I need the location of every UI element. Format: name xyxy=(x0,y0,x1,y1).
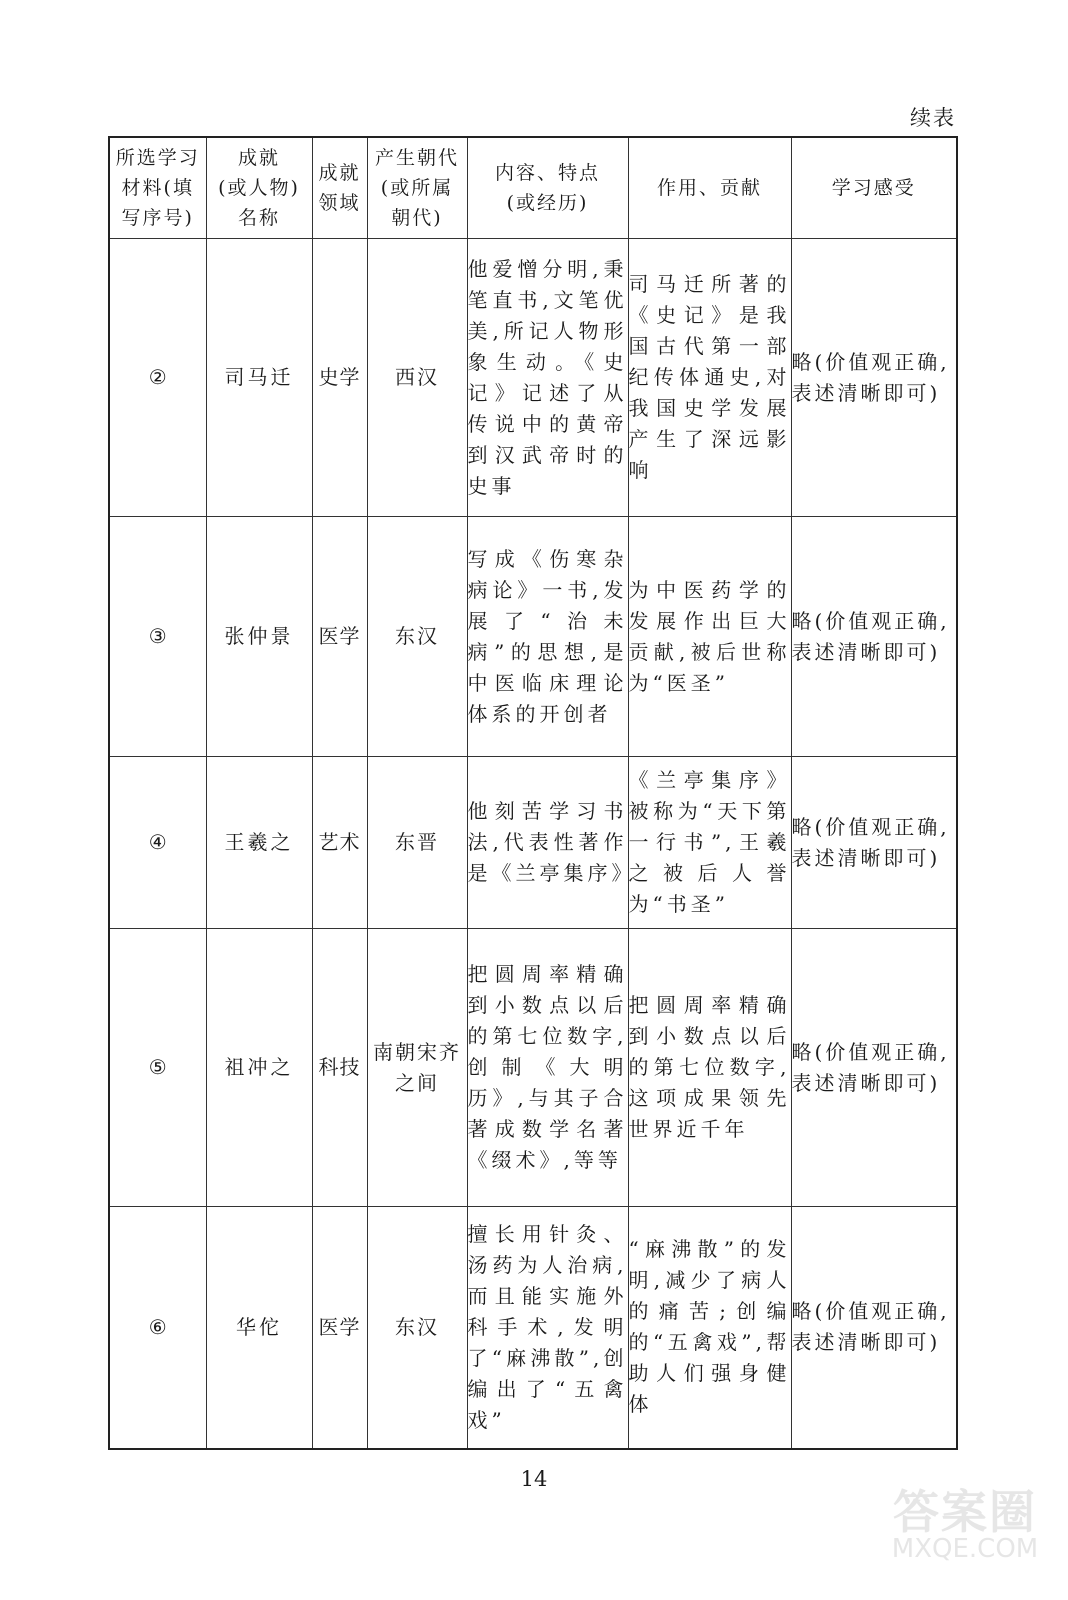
header-material: 所选学习 材料(填 写序号) xyxy=(109,137,206,239)
achievement-content: 他刻苦学习书法,代表性著作是《兰亭集序》 xyxy=(467,757,628,929)
learning-feeling: 略(价值观正确,表述清晰即可) xyxy=(791,757,957,929)
achievements-table xyxy=(108,136,958,1450)
achievement-content: 写成《伤寒杂病论》一书,发展了“治未病”的思想,是中医临床理论体系的开创者 xyxy=(467,517,628,757)
row-number: ⑤ xyxy=(109,929,206,1207)
header-effect: 作用、贡献 xyxy=(628,137,791,239)
achievement-effect: 为中医药学的发展作出巨大贡献,被后世称为“医圣” xyxy=(628,517,791,757)
learning-feeling: 略(价值观正确,表述清晰即可) xyxy=(791,517,957,757)
achievement-effect: 司马迁所著的《史记》是我国古代第一部纪传体通史,对我国史学发展产生了深远影响 xyxy=(628,239,791,517)
table-row xyxy=(109,239,957,517)
row-number: ② xyxy=(109,239,206,517)
achievement-name: 祖冲之 xyxy=(206,929,312,1207)
achievement-dynasty: 南朝宋齐之间 xyxy=(367,929,467,1207)
achievement-content: 擅长用针灸、汤药为人治病,而且能实施外科手术,发明了“麻沸散”,创编出了“五禽戏” xyxy=(467,1207,628,1449)
achievement-effect: 《兰亭集序》被称为“天下第一行书”,王羲之被后人誉为“书圣” xyxy=(628,757,791,929)
row-number: ③ xyxy=(109,517,206,757)
achievement-effect: 把圆周率精确到小数点以后的第七位数字,这项成果领先世界近千年 xyxy=(628,929,791,1207)
achievement-dynasty: 东汉 xyxy=(367,1207,467,1449)
achievement-field: 艺术 xyxy=(312,757,367,929)
achievement-dynasty: 东汉 xyxy=(367,517,467,757)
achievement-dynasty: 西汉 xyxy=(367,239,467,517)
header-dynasty: 产生朝代 (或所属 朝代) xyxy=(367,137,467,239)
achievement-name: 王羲之 xyxy=(206,757,312,929)
achievement-dynasty: 东晋 xyxy=(367,757,467,929)
achievement-name: 张仲景 xyxy=(206,517,312,757)
watermark-url: MXQE.COM xyxy=(891,1534,1039,1564)
watermark-logo xyxy=(880,1472,1050,1582)
learning-feeling: 略(价值观正确,表述清晰即可) xyxy=(791,239,957,517)
table-row xyxy=(109,517,957,757)
table-row xyxy=(109,929,957,1207)
achievement-field: 史学 xyxy=(312,239,367,517)
row-number: ④ xyxy=(109,757,206,929)
header-row xyxy=(109,137,957,239)
table-row xyxy=(109,1207,957,1449)
achievement-name: 司马迁 xyxy=(206,239,312,517)
table-row xyxy=(109,757,957,929)
achievement-field: 科技 xyxy=(312,929,367,1207)
header-content: 内容、特点 (或经历) xyxy=(467,137,628,239)
watermark-text: 答案圈 xyxy=(893,1485,1037,1539)
achievement-content: 把圆周率精确到小数点以后的第七位数字,创制《大明历》,与其子合著成数学名著《缀术》,等等 xyxy=(467,929,628,1207)
learning-feeling: 略(价值观正确,表述清晰即可) xyxy=(791,929,957,1207)
learning-feeling: 略(价值观正确,表述清晰即可) xyxy=(791,1207,957,1449)
page-number: 14 xyxy=(520,1467,548,1491)
header-field: 成就 领域 xyxy=(312,137,367,239)
achievement-field: 医学 xyxy=(312,517,367,757)
row-number: ⑥ xyxy=(109,1207,206,1449)
achievement-field: 医学 xyxy=(312,1207,367,1449)
achievement-effect: “麻沸散”的发明,减少了病人的痛苦;创编的“五禽戏”,帮助人们强身健体 xyxy=(628,1207,791,1449)
header-feeling: 学习感受 xyxy=(791,137,957,239)
achievement-content: 他爱憎分明,秉笔直书,文笔优美,所记人物形象生动。《史记》记述了从传说中的黄帝到汉武帝时的史事 xyxy=(467,239,628,517)
header-name: 成就 (或人物) 名称 xyxy=(206,137,312,239)
continued-label: 续表 xyxy=(910,106,956,130)
achievement-name: 华佗 xyxy=(206,1207,312,1449)
